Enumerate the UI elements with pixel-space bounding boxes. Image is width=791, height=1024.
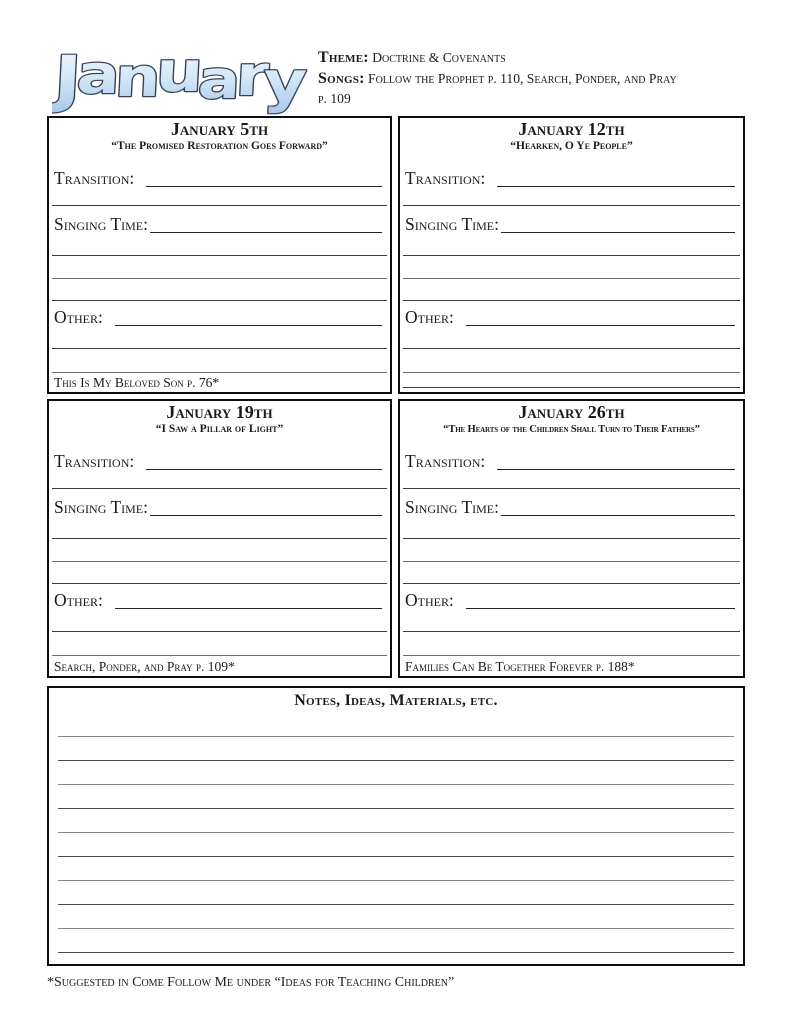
notes-writing-line	[58, 929, 734, 953]
other-row	[400, 301, 743, 326]
notes-writing-lines	[49, 720, 743, 966]
writing-line	[52, 256, 387, 279]
writing-line	[403, 562, 740, 584]
month-word-art	[52, 42, 310, 118]
singing-time-row	[49, 206, 390, 233]
week-title: January 5th	[170, 119, 269, 139]
footnote: *Suggested in Come Follow Me under “Ideas for Teaching Children”	[47, 975, 455, 990]
transition-row	[49, 155, 390, 187]
transition-label: Transition:	[54, 450, 135, 471]
notes-writing-line	[58, 761, 734, 785]
singing-time-label: Singing Time:	[405, 213, 499, 234]
songs-value-line1: Follow the Prophet p. 110, Search, Ponder, and Pray	[368, 70, 677, 86]
transition-row	[400, 438, 743, 470]
notes-writing-line	[58, 833, 734, 857]
notes-writing-line	[58, 737, 734, 761]
singing-time-label: Singing Time:	[54, 496, 148, 517]
notes-writing-line	[58, 809, 734, 833]
transition-label: Transition:	[405, 167, 486, 188]
notes-writing-line	[58, 857, 734, 881]
week-box	[398, 399, 745, 678]
header-text-block	[318, 48, 760, 109]
writing-line	[52, 539, 387, 562]
writing-line	[403, 516, 740, 539]
singing-time-label: Singing Time:	[54, 213, 148, 234]
notes-writing-line	[58, 953, 734, 966]
other-row	[49, 301, 390, 326]
suggested-song: This Is My Beloved Son p. 76*	[54, 374, 220, 390]
theme-label: Theme:	[318, 49, 369, 66]
writing-line	[52, 233, 387, 256]
writing-line	[52, 516, 387, 539]
other-row	[400, 584, 743, 609]
suggested-song: Families Can Be Together Forever p. 188*	[405, 658, 635, 674]
week-box	[47, 116, 392, 394]
other-label: Other:	[405, 306, 454, 327]
week-box	[47, 399, 392, 678]
other-label: Other:	[54, 589, 103, 610]
singing-time-row	[400, 206, 743, 233]
weeks-grid	[47, 116, 745, 678]
writing-line	[52, 187, 387, 206]
week-subtitle: “Hearken, O Ye People”	[510, 140, 633, 152]
writing-line	[52, 326, 387, 349]
theme-value: Doctrine & Covenants	[372, 50, 506, 65]
notes-writing-line	[58, 905, 734, 929]
writing-line	[52, 609, 387, 632]
writing-line	[52, 349, 387, 373]
month-art-text: January	[52, 42, 298, 115]
week-subtitle: “The Promised Restoration Goes Forward”	[111, 140, 328, 152]
week-box	[398, 116, 745, 394]
week-title: January 12th	[518, 119, 625, 139]
writing-line	[52, 632, 387, 656]
writing-line	[52, 279, 387, 301]
songs-value-line2: p. 109	[318, 91, 351, 106]
writing-line	[403, 470, 740, 489]
writing-line	[403, 233, 740, 256]
writing-line	[403, 187, 740, 206]
week-title: January 26th	[518, 402, 625, 422]
notes-writing-line	[58, 881, 734, 905]
writing-line	[52, 470, 387, 489]
notes-writing-line	[58, 720, 734, 737]
suggested-song: Search, Ponder, and Pray p. 109*	[54, 658, 235, 674]
notes-title: Notes, Ideas, Materials, etc.	[294, 692, 498, 709]
singing-time-row	[49, 489, 390, 516]
transition-label: Transition:	[54, 167, 135, 188]
other-label: Other:	[54, 306, 103, 327]
transition-row	[400, 155, 743, 187]
week-subtitle: “The Hearts of the Children Shall Turn to Their Fathers”	[443, 424, 700, 435]
songs-line	[318, 69, 760, 90]
writing-line	[403, 349, 740, 373]
songs-label: Songs:	[318, 69, 365, 87]
writing-line	[403, 539, 740, 562]
writing-line	[403, 256, 740, 279]
january-art-svg	[52, 42, 310, 118]
notes-box	[47, 686, 745, 966]
writing-line	[403, 279, 740, 301]
singing-time-row	[400, 489, 743, 516]
week-subtitle: “I Saw a Pillar of Light”	[155, 423, 284, 435]
writing-line	[403, 326, 740, 349]
week-title: January 19th	[166, 402, 273, 422]
writing-line	[403, 609, 740, 632]
writing-line	[403, 632, 740, 656]
transition-row	[49, 438, 390, 470]
suggested-song	[403, 373, 740, 388]
other-row	[49, 584, 390, 609]
writing-line	[52, 562, 387, 584]
other-label: Other:	[405, 589, 454, 610]
notes-writing-line	[58, 785, 734, 809]
theme-line	[318, 48, 760, 69]
singing-time-label: Singing Time:	[405, 496, 499, 517]
transition-label: Transition:	[405, 450, 486, 471]
